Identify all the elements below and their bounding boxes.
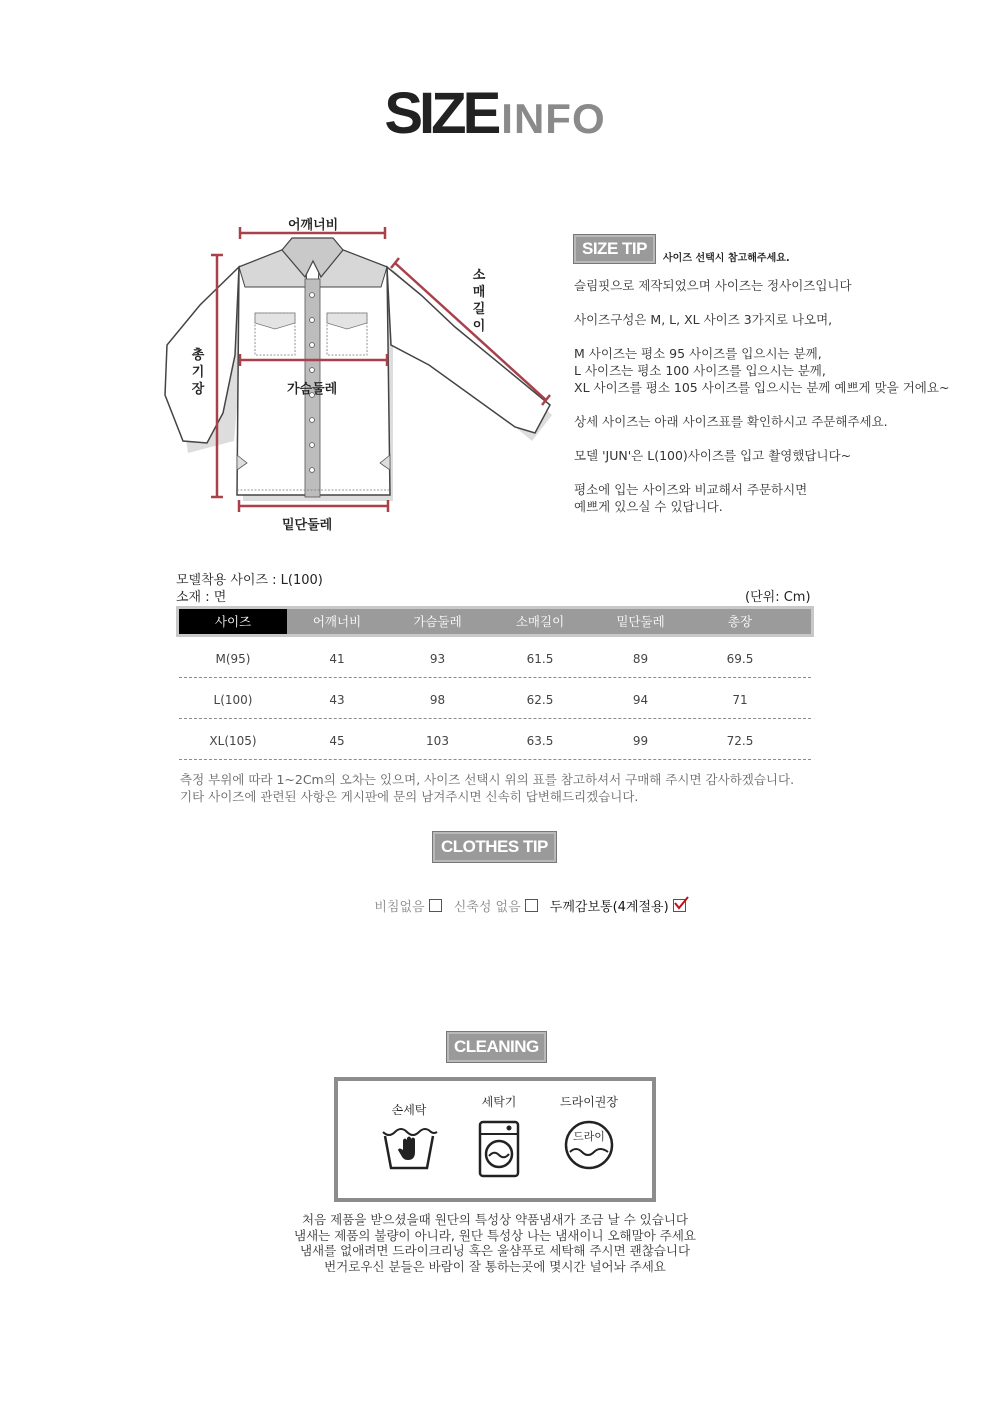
right-sleeve bbox=[387, 267, 550, 433]
washing-machine-icon bbox=[478, 1120, 520, 1178]
size-tip-badge: SIZE TIP bbox=[573, 234, 656, 264]
clothes-tip-badge: CLOTHES TIP bbox=[432, 831, 557, 863]
table-cell: 89 bbox=[632, 652, 649, 666]
dry-clean-icon bbox=[562, 1118, 616, 1172]
table-note: 측정 부위에 따라 1~2Cm의 오차는 있으며, 사이즈 선택시 위의 표를 참고하셔서 구매해 주시면 감사하겠습니다. bbox=[180, 772, 795, 787]
option-label: 비침없음 bbox=[374, 900, 425, 915]
clothes-options bbox=[0, 896, 990, 915]
table-row bbox=[179, 637, 811, 678]
table-cell: 98 bbox=[429, 693, 446, 707]
table-header bbox=[176, 606, 814, 637]
table-cell: 45 bbox=[329, 734, 345, 748]
option-no-see-through bbox=[374, 896, 441, 915]
table-row bbox=[179, 678, 811, 719]
cleaning-note: 냄새는 제품의 불량이 아니라, 원단 특성상 나는 냄새이니 오해말아 주세요 bbox=[294, 1227, 696, 1243]
table-cell: 99 bbox=[632, 734, 649, 748]
length-label: 총기장 bbox=[191, 348, 205, 397]
logo-info-text: INFO bbox=[501, 95, 606, 142]
size-info-logo bbox=[0, 80, 990, 147]
washing-machine-label: 세탁기 bbox=[481, 1095, 517, 1109]
hand-wash-icon bbox=[379, 1124, 439, 1172]
option-label: 두께감보통(4계절용) bbox=[549, 900, 669, 915]
table-note: 기타 사이즈에 관련된 사항은 게시판에 문의 남겨주시면 신속히 답변해드리겠습니다. bbox=[180, 789, 639, 804]
table-cell: 41 bbox=[329, 652, 345, 666]
checkbox-icon bbox=[525, 899, 538, 912]
tip-line: 모델 'JUN'은 L(100)사이즈를 입고 촬영했답니다~ bbox=[574, 448, 852, 463]
header-length: 총장 bbox=[727, 614, 753, 629]
dry-clean-label: 드라이권장 bbox=[560, 1095, 618, 1109]
hand-wash-item bbox=[364, 1101, 454, 1176]
tip-line: 사이즈구성은 M, L, XL 사이즈 3가지로 나오며, bbox=[574, 312, 833, 327]
shirt-diagram bbox=[155, 205, 565, 545]
table-cell: 62.5 bbox=[526, 693, 554, 707]
table-cell: 63.5 bbox=[526, 734, 554, 748]
tip-line: XL 사이즈를 평소 105 사이즈를 입으시는 분께 예쁘게 맞을 거에요~ bbox=[574, 380, 950, 395]
tip-line: 슬림핏으로 제작되었으며 사이즈는 정사이즈입니다 bbox=[574, 278, 852, 293]
cleaning-note: 처음 제품을 받으셨을때 원단의 특성상 약품냄새가 조금 날 수 있습니다 bbox=[302, 1212, 688, 1227]
shoulder-label: 어깨너비 bbox=[288, 218, 339, 233]
header-hem: 밑단둘레 bbox=[616, 614, 665, 629]
table-cell: 61.5 bbox=[526, 652, 554, 666]
option-medium-thickness bbox=[550, 896, 686, 915]
tip-line: 예쁘게 있으실 수 있답니다. bbox=[574, 499, 723, 514]
tip-line: M 사이즈는 평소 95 사이즈를 입으시는 분께, bbox=[574, 346, 822, 361]
material-info: 소재 : 면 bbox=[176, 590, 227, 605]
cleaning-note: 냄새를 없애려면 드라이크리닝 혹은 울샴푸로 세탁해 주시면 괜찮습니다 bbox=[299, 1243, 691, 1258]
unit-label: (단위: Cm) bbox=[745, 590, 811, 605]
header-size: 사이즈 bbox=[179, 609, 287, 634]
tip-line: 평소에 입는 사이즈와 비교해서 주문하시면 bbox=[574, 482, 808, 497]
table-cell: 93 bbox=[429, 652, 446, 666]
header-sleeve: 소매길이 bbox=[515, 614, 565, 629]
table-row bbox=[179, 719, 811, 760]
model-wear-size: 모델착용 사이즈 : L(100) bbox=[176, 573, 323, 588]
cleaning-badge: CLEANING bbox=[446, 1031, 547, 1063]
option-no-stretch bbox=[454, 896, 538, 915]
cleaning-note: 번거로우신 분들은 바람이 잘 통하는곳에 몇시간 널어놔 주세요 bbox=[324, 1258, 666, 1274]
shirt-illustration bbox=[155, 205, 565, 545]
header-shoulder: 어깨너비 bbox=[312, 614, 362, 629]
option-label: 신축성 없음 bbox=[453, 900, 521, 915]
table-cell: XL(105) bbox=[209, 734, 257, 748]
table-cell: 94 bbox=[632, 693, 649, 707]
table-cell: 69.5 bbox=[726, 652, 754, 666]
cleaning-notes bbox=[0, 1212, 990, 1274]
dry-clean-item bbox=[544, 1095, 634, 1172]
size-tip-subtitle: 사이즈 선택시 참고해주세요. bbox=[663, 253, 790, 264]
washing-machine-item bbox=[454, 1095, 544, 1182]
hem-label: 밑단둘레 bbox=[282, 518, 333, 533]
checkbox-icon bbox=[429, 899, 442, 912]
tip-line: 상세 사이즈는 아래 사이즈표를 확인하시고 주문해주세요. bbox=[574, 414, 888, 429]
sleeve-label: 소매길이 bbox=[472, 268, 486, 334]
table-cell: 71 bbox=[732, 693, 748, 707]
dry-clean-icon-text: 드라이 bbox=[573, 1130, 605, 1143]
cleaning-box bbox=[334, 1077, 656, 1202]
checkmark-icon bbox=[673, 896, 689, 910]
table-cell: 43 bbox=[329, 693, 345, 707]
logo-size-text: SIZE bbox=[384, 81, 498, 146]
checked-checkbox-icon bbox=[673, 899, 686, 912]
header-chest: 가슴둘레 bbox=[413, 614, 462, 629]
table-cell: L(100) bbox=[213, 693, 253, 707]
chest-label: 가슴둘레 bbox=[287, 382, 338, 397]
table-cell: 72.5 bbox=[726, 734, 754, 748]
hand-wash-label: 손세탁 bbox=[391, 1103, 427, 1117]
tip-line: L 사이즈는 평소 100 사이즈를 입으시는 분께, bbox=[574, 363, 826, 378]
size-table bbox=[176, 606, 814, 760]
table-cell: 103 bbox=[426, 734, 449, 748]
table-cell: M(95) bbox=[215, 652, 251, 666]
